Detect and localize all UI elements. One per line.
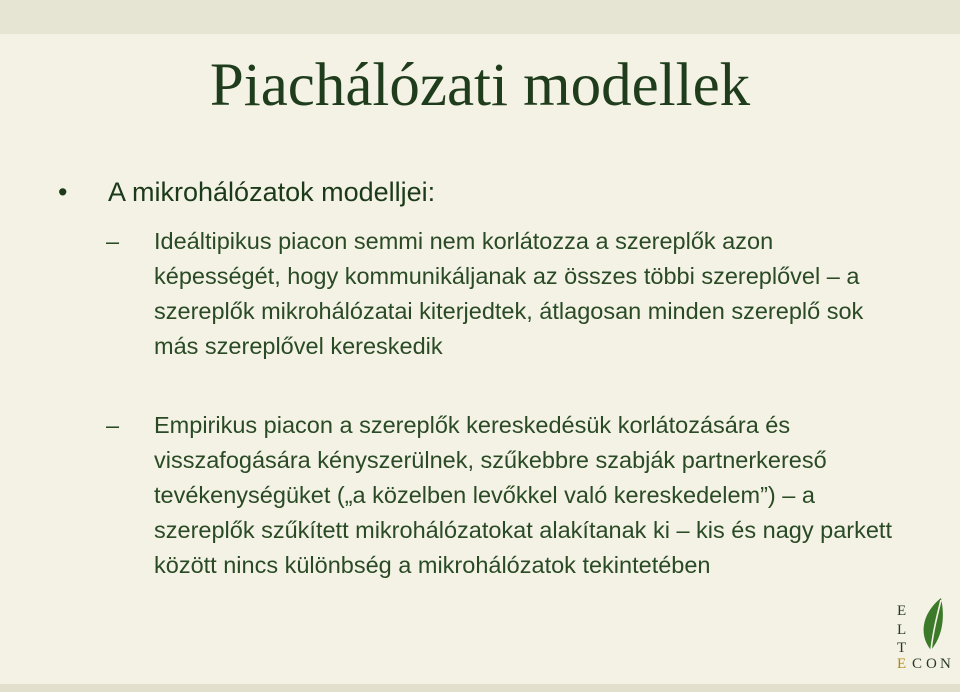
elte-econ-logo — [893, 596, 955, 674]
sub-item-text: Ideáltipikus piacon semmi nem korlátozza a szereplők azon képességét, hogy kommunikáljanak az összes többi szereplővel – a szereplők mikrohálózatai kiterjedtek, átlagosan minden szereplő sok más szereplővel kereskedik — [154, 228, 864, 359]
logo-letter: O — [926, 656, 937, 672]
logo-letter: L — [897, 622, 907, 638]
logo-letter: N — [940, 656, 951, 672]
slide-title: Piachálózati modellek — [209, 52, 751, 119]
bullet-text: A mikrohálózatok modelljei: — [108, 177, 436, 207]
slide-header-band — [0, 0, 960, 34]
sub-item-marker: – — [106, 412, 120, 438]
logo-letter: T — [897, 640, 907, 656]
logo-letter: E — [897, 603, 907, 619]
bullet-marker: • — [58, 177, 68, 207]
logo-letter: E — [897, 656, 907, 672]
slide-footer-band — [0, 684, 960, 692]
logo-letter: C — [912, 656, 923, 672]
sub-item-text: Empirikus piacon a szereplők kereskedésük korlátozására és visszafogására kényszerülnek, szűkebbre szabják partnerkereső tevékenységüket („a közelben levőkkel való kereskedelem”) – a szereplők szűkített mikrohálózatokat alakítanak ki – kis és nagy parkett között nincs különbség a mikrohálózatok tekintetében — [154, 412, 892, 578]
leaf-icon — [915, 596, 947, 652]
sub-item-marker: – — [106, 228, 120, 254]
